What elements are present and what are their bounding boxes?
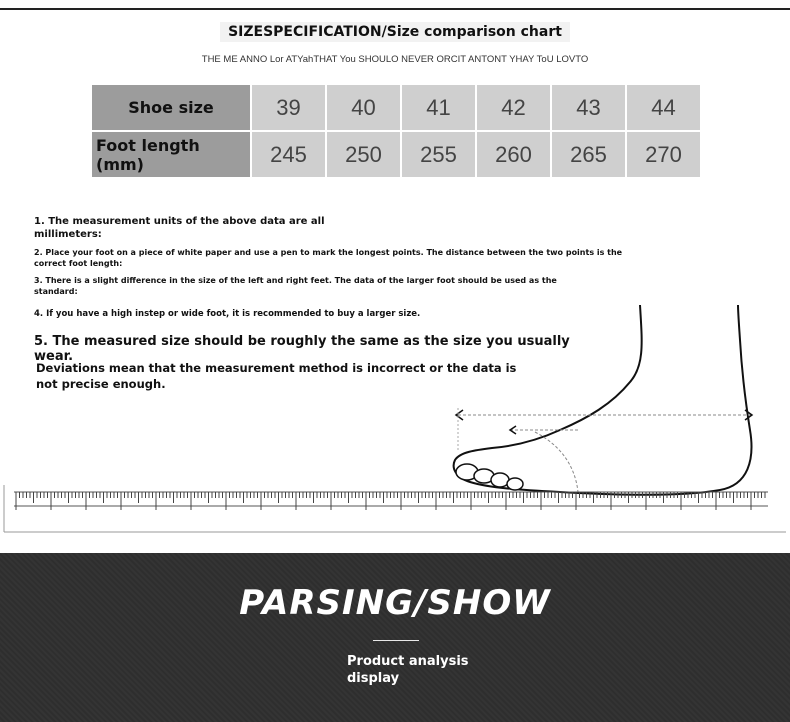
banner-title: PARSING/SHOW — [239, 583, 551, 623]
foot-length-cell: 265 — [552, 132, 625, 177]
toe — [507, 478, 523, 490]
row-label-foot-length: Foot length (mm) — [92, 132, 250, 177]
banner-subtitle: Product analysis display — [347, 654, 469, 686]
foot-length-cell: 270 — [627, 132, 700, 177]
foot-length-cell: 255 — [402, 132, 475, 177]
foot-length-cell: 245 — [252, 132, 325, 177]
shoe-size-cell: 41 — [402, 85, 475, 130]
toe — [491, 473, 509, 487]
shoe-size-cell: 42 — [477, 85, 550, 130]
note-measure-method: 2. Place your foot on a piece of white paper and use a pen to mark the longest points. The distance between the two points is the correct foot length: — [34, 248, 623, 268]
parsing-show-banner — [0, 553, 790, 722]
measure-arc — [535, 432, 578, 492]
foot-length-row — [92, 132, 700, 177]
shoe-size-row — [92, 85, 700, 130]
row-label-shoe-size: Shoe size — [92, 85, 250, 130]
foot-length-cell: 260 — [477, 132, 550, 177]
note-deviations: Deviations mean that the measurement method is incorrect or the data is not precise enough. — [36, 361, 517, 391]
foot-length-cell: 250 — [327, 132, 400, 177]
note-left-right-difference: 3. There is a slight difference in the size of the left and right feet. The data of the larger foot should be used as the standard: — [34, 276, 557, 296]
foot-outline — [454, 305, 752, 495]
note-high-instep: 4. If you have a high instep or wide foot, it is recommended to buy a larger size. — [34, 309, 421, 319]
banner-divider — [373, 640, 419, 641]
shoe-size-cell: 44 — [627, 85, 700, 130]
page-title: SIZESPECIFICATION/Size comparison chart — [0, 24, 790, 40]
page-subtitle: THE ME ANNO Lor ATYahTHAT You SHOULO NEVER ORCIT ANTONT YHAY ToU LOVTO — [201, 54, 589, 65]
foot-measurement-illustration — [0, 300, 790, 535]
size-comparison-table — [90, 83, 702, 179]
note-measurement-units: 1. The measurement units of the above data are all millimeters: — [34, 216, 325, 240]
note-usual-size: 5. The measured size should be roughly the same as the size you usually wear. — [34, 334, 570, 364]
top-divider — [0, 8, 790, 10]
ruler-ticks — [16, 492, 765, 510]
shoe-size-cell: 39 — [252, 85, 325, 130]
shoe-size-cell: 40 — [327, 85, 400, 130]
shoe-size-cell: 43 — [552, 85, 625, 130]
